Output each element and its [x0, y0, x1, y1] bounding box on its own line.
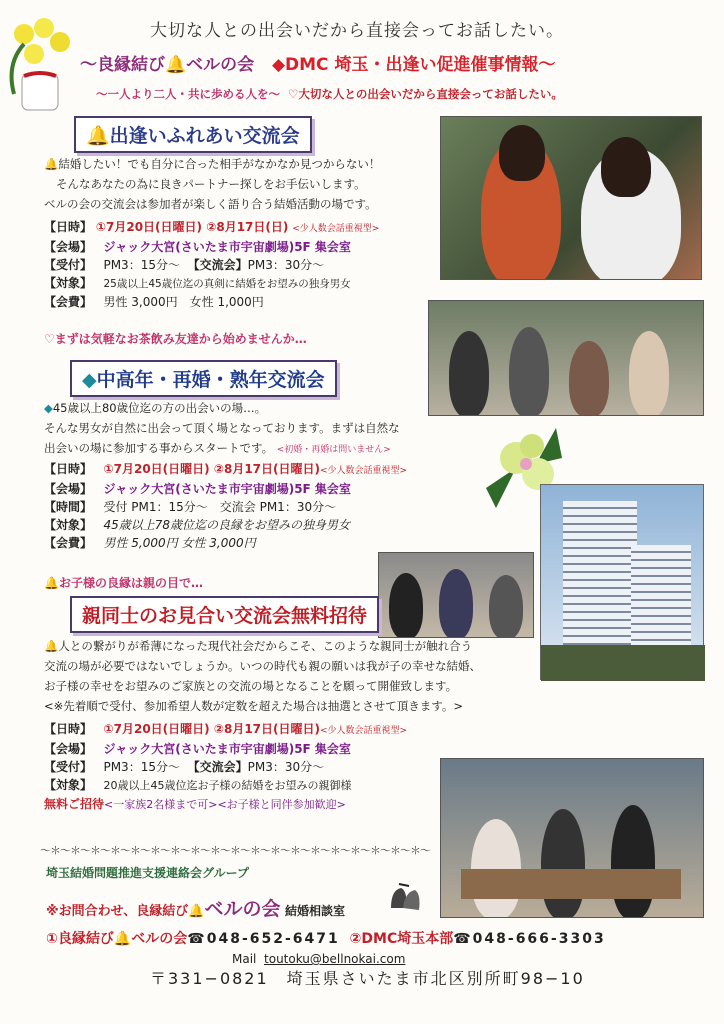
diamond-icon: ◆: [82, 369, 97, 391]
section2-title: ◆中高年・再婚・熟年交流会: [70, 360, 337, 397]
banner-right: DMC 埼玉・出逢い促進催事情報〜: [285, 55, 556, 75]
section3-details: 【日時】 ①7月20日(日曜日) ②8月17日(日曜日)<少人数会話重視型> 【会場】 ジャック大宮(さいたま市宇宙劇場)5F 集会室 【受付】 PM3：15分〜 【交流会】PM3：30分〜 【対象】 20歳以上45歳位迄お子様の結婚をお望みの親御様 無料ご招待<一家族2名様まで可><お子様と同伴参加歓迎>: [44, 722, 408, 811]
section1-title: 🔔出逢いふれあい交流会: [74, 116, 312, 153]
section2-text: ◆45歳以上80歳位迄の方の出会いの場…。 そんな男女が自然に出会って頂く場となっております。まずは自然な 出会いの場に参加する事からスタートです。 <初婚・再婚は問いません>: [44, 401, 400, 455]
party-photo-2: [378, 552, 534, 638]
bell-icon: 🔔: [44, 157, 59, 171]
header-banner: [80, 50, 555, 75]
section1-note: ♡まずは気軽なお茶飲み友達から始めませんか…: [44, 332, 307, 346]
phone2-number[interactable]: ☎048-666-3303: [453, 931, 606, 947]
party-photo-3: [440, 758, 704, 918]
group-name: 埼玉結婚問題推進支援連絡会グループ: [46, 866, 250, 880]
diamond-icon: ◆: [271, 55, 286, 75]
bell-icon: 🔔: [44, 576, 59, 590]
section1-details: 【日時】 ①7月20日(日曜日) ②8月17日(日) <少人数会話重視型> 【会場】 ジャック大宮(さいたま市宇宙劇場)5F 集会室 【受付】 PM3：15分〜 【交流会】PM3：30分〜 【対象】 25歳以上45歳位迄の真剣に結婚をお望みの独身男女 【会費】 男性 3,000円 女性 1,000円: [44, 220, 380, 309]
section2-note: 🔔お子様の良縁は親の目で…: [44, 576, 203, 590]
section2-details: 【日時】 ①7月20日(日曜日) ②8月17日(日曜日)<少人数会話重視型> 【会場】 ジャック大宮(さいたま市宇宙劇場)5F 集会室 【時間】 受付 PM1：15分〜 交流会 PM1：30分〜 【対象】 45歳以上78歳位迄の良縁をお望みの独身男女 【会費】 男性 5,000円 女性 3,000円: [44, 462, 408, 550]
banner-bell: ベルの会: [186, 55, 255, 75]
header-top-line: 大切な人との出会いだから直接会ってお話したい。: [150, 21, 564, 41]
phone-line: ①良縁結び🔔ベルの会☎048-652-6471 ②DMC埼玉本部☎048-666-3303: [46, 931, 606, 947]
divider-wave: 〜＊〜＊〜＊〜＊〜＊〜＊〜＊〜＊〜＊〜＊〜＊〜＊〜＊〜＊〜＊〜＊〜＊〜＊〜＊〜: [40, 844, 430, 857]
orchid-icon: [4, 14, 78, 114]
banner-left: 〜良縁結び: [80, 55, 165, 75]
header-subline: [96, 86, 563, 102]
bell-icon: 🔔: [165, 55, 187, 75]
building-photo: [540, 484, 704, 680]
bell-icon: 🔔: [44, 639, 59, 653]
diamond-icon: ◆: [44, 401, 53, 415]
couple-photo: [440, 116, 702, 280]
subline-left: 〜一人より二人・共に歩める人を〜: [96, 87, 280, 101]
bell-icon: 🔔: [113, 931, 132, 947]
wedding-bells-icon: [385, 880, 425, 916]
contact-line: ※お問合わせ、良縁結び🔔ベルの会 結婚相談室: [46, 898, 345, 920]
bell-icon: 🔔: [188, 904, 205, 919]
phone1-number[interactable]: ☎048-652-6471: [187, 931, 340, 947]
section3-text: 🔔人との繋がりが希薄になった現代社会だからこそ、このような親同士が触れ合う 交流の場が必要ではないでしょうか。いつの時代も親の願いは我が子の幸せな結婚、 お子様の幸せをお望みのご家族との交流の場となることを願って開催致します。 <※先着順で受付、参加希望人数が定数を超えた場合は抽選とさせて頂きます。>: [44, 639, 481, 713]
bell-icon: 🔔: [86, 125, 110, 147]
section3-title: 親同士のお見合い交流会無料招待: [70, 596, 379, 633]
section1-text: 🔔結婚したい！でも自分に合った相手がなかなか見つからない！ そんなあなたの為に良きパートナー探しをお手伝いします。 ベルの会の交流会は参加者が楽しく語り合う結婚活動の場です。: [44, 157, 381, 211]
address: 〒331−0821 埼玉県さいたま市北区別所町98−10: [150, 969, 585, 988]
party-photo-1: [428, 300, 704, 416]
mail-link[interactable]: toutoku@bellnokai.com: [264, 952, 406, 966]
mail-line: Mail toutoku@bellnokai.com: [232, 952, 406, 966]
subline-right: ♡大切な人との出会いだから直接会ってお話したい。: [288, 87, 563, 101]
